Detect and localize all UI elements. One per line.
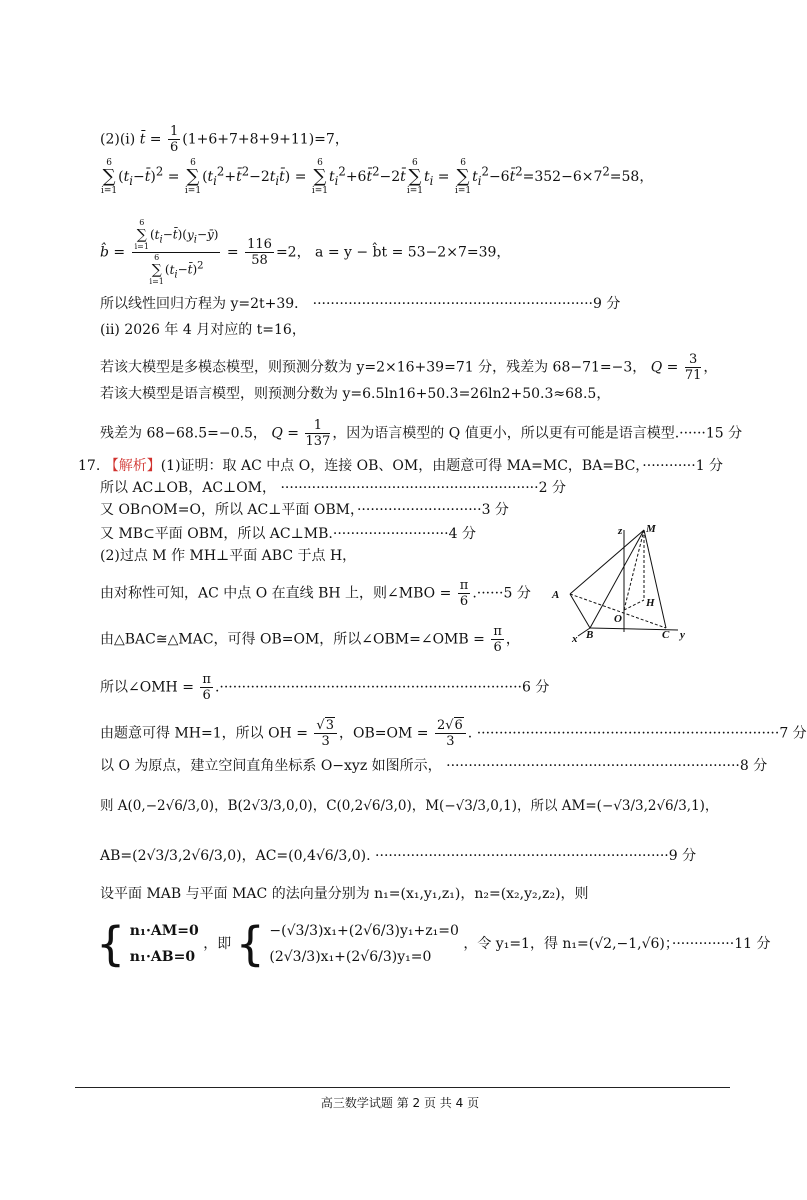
score-15: 15 分 <box>705 425 743 442</box>
q17-line11 <box>100 796 718 816</box>
q17-coords: 则 A(0,−2√6/3,0)，B(2√3/3,0,0)，C(0,2√6/3,0)，M(−√3/3,0,1)，所以 AM=(−√3/3,2√6/3,1)， <box>100 798 719 814</box>
language-text: 若该大模型是语言模型，则预测分数为 y=6.5ln16+50.3=26ln2+50.3≈68.5， <box>100 386 611 402</box>
edge-MC <box>644 530 666 628</box>
q17-line9 <box>100 718 807 749</box>
q-multi-lhs: Q = <box>650 359 679 376</box>
segment-OM <box>624 530 644 610</box>
dotted-leader: ·································································· <box>446 758 740 774</box>
ii-text: (ⅱ) 2026 年 4 月对应的 t=16， <box>100 322 306 338</box>
line-tbar: (2)(ⅰ) t̄ = $\frac{1}{6}$ (1+6+7+8+9+11)=7， <box>100 124 349 155</box>
edge-AB <box>570 594 590 628</box>
system-a-row1: n₁·AM=0 <box>129 923 199 939</box>
dotted-leader: ···································································· <box>476 725 780 742</box>
q17-line7 <box>100 624 520 655</box>
q17-line3: 又 OB∩OM=O，所以 AC⊥平面 OBM，····························3 分 <box>100 502 509 518</box>
system-a <box>130 918 199 970</box>
pyramid-diagram <box>548 522 698 644</box>
q17-line12 <box>100 846 696 866</box>
q17-text-13: 设平面 MAB 与平面 MAC 的法向量分别为 n₁=(x₁,y₁,z₁)，n₂=(x₂,y₂,z₂)，则 <box>100 886 589 902</box>
dotted-leader: ······························································· <box>312 296 593 312</box>
line-residual: 残差为 68−68.5=−0.5， Q = $\frac{1}{137}$ ，因为语言模型的 Q 值更小，所以更有可能是语言模型.······15 分 <box>100 418 743 449</box>
score-6: 6 分 <box>522 679 550 696</box>
label-z: z <box>618 525 623 537</box>
score-11: 11 分 <box>734 936 771 952</box>
q17-text-2: 所以 AC⊥OB，AC⊥OM， <box>100 480 277 496</box>
period: . <box>467 725 473 742</box>
sum-symbol: 6 ∑ i=1 <box>184 158 202 196</box>
label-A: A <box>552 589 560 601</box>
q17-line4: 又 MB⊂平面 OBM，所以 AC⊥MB.··························4 分 <box>100 526 476 542</box>
q17-text-5: (2)过点 M 作 MH⊥平面 ABC 于点 H， <box>100 548 357 564</box>
score-2: 2 分 <box>538 480 566 496</box>
tbar-rhs: (1+6+7+8+9+11)=7， <box>182 131 349 148</box>
q17-line6: 由对称性可知，AC 中点 O 在直线 BH 上，则∠MBO = $\frac{\pi}{6}$ .······5 分 <box>100 578 531 609</box>
score-9b: 9 分 <box>668 848 697 864</box>
line-language <box>100 384 610 404</box>
q17-line2 <box>100 478 566 498</box>
frac-root3-3: $\frac{√3}{3}$ <box>314 718 337 749</box>
dotted-leader: ·································································· <box>375 848 669 864</box>
q17-line5 <box>100 546 356 566</box>
score-3: 3 分 <box>481 502 509 518</box>
score-1: 1 分 <box>695 458 724 474</box>
q17-line1: 17. 【解析】(1)证明：取 AC 中点 O，连接 OB、OM，由题意可得 MA=MC，BA=BC，············1 分 <box>78 458 724 474</box>
comma: ， <box>505 631 520 648</box>
analysis-tag: 【解析】 <box>104 458 161 474</box>
left-brace: { <box>96 917 126 971</box>
frac-pi-6: $\frac{\pi}{6}$ <box>459 578 469 609</box>
score-4: 4 分 <box>448 526 476 542</box>
system-b <box>269 918 459 970</box>
q17-vectors: AB=(2√3/3,2√6/3,0)，AC=(0,4√6/3,0). <box>100 848 371 864</box>
q17-text-8: 所以∠OMH = <box>100 679 194 696</box>
q-multi-frac: $\frac{3}{71}$ <box>684 352 702 383</box>
frac-one-sixth: $\frac{1}{6}$ <box>169 124 179 155</box>
q17-text-9b: ，OB=OM = <box>338 725 429 742</box>
sum-symbol: 6 ∑ i=1 <box>311 158 329 196</box>
residual-tail: ，因为语言模型的 Q 值更小，所以更有可能是语言模型. <box>332 425 680 442</box>
line-ii <box>100 320 306 340</box>
score-5: 5 分 <box>503 585 531 602</box>
tbar-symbol: t̄ <box>139 131 146 148</box>
q17-text-9a: 由题意可得 MH=1，所以 OH = <box>100 725 308 742</box>
q-lang-frac: $\frac{1}{137}$ <box>305 418 331 449</box>
q17-system: { n₁·AM=0 n₁·AB=0 ，即 { −(√3/3)x₁+(2√6/3)y₁+z₁=0 (2√3/3)x₁+(2√6/3)y₁=0 ，令 y₁=1，得 n₁=(√2,−1,√6)；··············11 分 <box>96 917 771 971</box>
score-7: 7 分 <box>779 725 807 742</box>
q17-line13 <box>100 884 589 904</box>
label-B: B <box>586 629 594 641</box>
multimodal-text: 若该大模型是多模态模型，则预测分数为 y=2×16+39=71 分，残差为 68−71=−3， <box>100 359 647 376</box>
sxx-mid: =352−6×7 <box>522 169 603 185</box>
bhat-value-frac: $\frac{116}{58}$ <box>247 237 272 268</box>
q17-line8: 所以∠OMH = $\frac{\pi}{6}$ .····································································6 分 <box>100 672 550 703</box>
system-b-row2: (2√3/3)x₁+(2√6/3)y₁=0 <box>269 949 432 965</box>
footer-rule <box>75 1087 730 1088</box>
page-footer: 高三数学试题 第 2 页 共 4 页 <box>320 1096 480 1110</box>
score-8: 8 分 <box>739 758 768 774</box>
label-C: C <box>662 629 670 641</box>
frac-2root6-3: $\frac{2√6}{3}$ <box>435 718 466 749</box>
q17-text-6: 由对称性可知，AC 中点 O 在直线 BH 上，则∠MBO = <box>100 585 452 602</box>
bhat-frac: 6 ∑ $i=1(t_i-t̄)(y_i-ȳ)$ 6 ∑ $i=1(t_i-t̄)^2$ <box>132 218 221 287</box>
sum-symbol: 6 ∑ i=1 <box>406 158 423 196</box>
q17-line10 <box>100 756 767 776</box>
system-tail: ，令 y₁=1，得 n₁=(√2,−1,√6)； <box>463 936 672 952</box>
label-M: M <box>646 523 656 535</box>
sum-symbol: 6 ∑ i=1 <box>101 158 118 196</box>
frac-pi-6: $\frac{\pi}{6}$ <box>202 672 211 703</box>
a-equation: =2， a = y − b̂t = 53−2×7=39， <box>275 244 511 261</box>
system-b-row1: −(√3/3)x₁+(2√6/3)y₁+z₁=0 <box>269 923 459 939</box>
sxx-end: =58， <box>609 169 654 185</box>
system-a-row2: n₁·AB=0 <box>129 949 196 965</box>
line-multimodal: 若该大模型是多模态模型，则预测分数为 y=2×16+39=71 分，残差为 68−71=−3， Q = $\frac{3}{71}$ ， <box>100 352 718 383</box>
question-number: 17. <box>78 458 101 474</box>
edge-MA <box>570 530 644 594</box>
system-mid: ，即 <box>203 936 232 952</box>
q17-text-7: 由△BAC≅△MAC，可得 OB=OM，所以∠OBM=∠OMB = <box>100 631 485 648</box>
line-regression <box>100 294 620 314</box>
q17-text-10: 以 O 为原点，建立空间直角坐标系 O−xyz 如图所示， <box>100 758 442 774</box>
label-O: O <box>614 613 622 625</box>
line-sxx: 6 ∑ $i=1(t_i-t̄)^2 = 6$ ∑ $i=1(t_i^2+t̄^2-2t_it̄) = 6$ ∑ $i=1t_i^2+6t̄^2-2t̄6$ ∑ $i=1t_i = 6$ ∑ $i=1t_i^2-6t̄^2=352-6\times 7^2=58$， <box>101 158 654 196</box>
regression-text: 所以线性回归方程为 y=2t+39． <box>100 296 309 312</box>
dotted-leader: ·························································· <box>280 480 539 496</box>
label-y: y <box>680 629 685 641</box>
frac-pi-6: $\frac{\pi}{6}$ <box>493 624 502 655</box>
label-x: x <box>572 633 578 645</box>
q17-text-4: 又 MB⊂平面 OBM，所以 AC⊥MB. <box>100 526 333 542</box>
q17-text-1: (1)证明：取 AC 中点 O，连接 OB、OM，由题意可得 MA=MC，BA=BC， <box>160 458 643 474</box>
score-9: 9 分 <box>593 296 621 312</box>
left-brace: { <box>235 917 265 971</box>
label-H: H <box>646 597 655 609</box>
residual-text: 残差为 68−68.5=−0.5， <box>100 425 267 442</box>
segment-OH <box>624 600 644 610</box>
sum-symbol: 6 ∑ i=1 <box>454 158 472 196</box>
subpart-label: (2)(ⅰ) <box>100 131 136 148</box>
line-bhat: b̂ = 6 ∑ $i=1(t_i-t̄)(y_i-ȳ)$ 6 ∑ $i=1(t_i-t̄)^2$ = $\frac{116}{58}$ =2， a = y − b̂t = 53−2×7=39， <box>100 218 511 286</box>
q17-text-3: 又 OB∩OM=O，所以 AC⊥平面 OBM， <box>100 502 357 518</box>
